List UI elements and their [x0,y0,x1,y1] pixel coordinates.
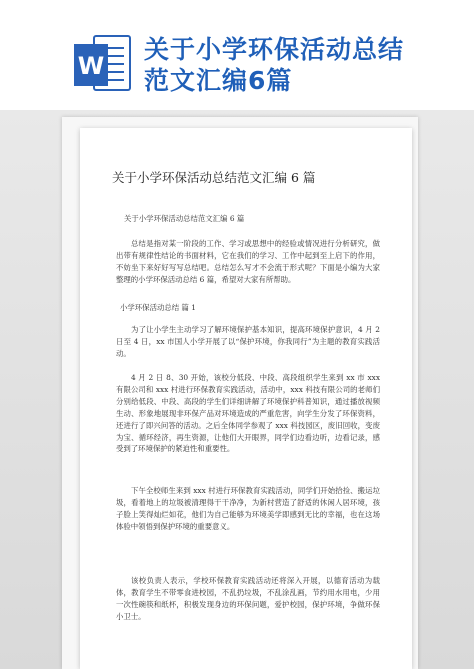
header-title [144,34,444,96]
body-paragraph-3: 下午全校师生来到 xxx 村进行环保教育实践活动，同学们开始拾捡、搬运垃圾，看着地上的垃圾被清理得干干净净，为新村营造了舒适的休闲人居环境，孩子脸上笑得灿烂如花，他们为自己能够为环境美学即感到无比的幸福，也在这场体验中领悟到保护环境的重要意义。 [116,486,380,531]
body-paragraph-4: 该校负责人表示，学校环保教育实践活动还将深入开展，以德育活动为载体，教育学生不带零食进校园，不乱扔垃圾，不乱涂乱画，节约用水用电，少用一次性碗筷和纸杯，积极发现身边的环保问题，爱护校园，保护环境，争做环保小卫士。 [116,576,380,621]
document-subtitle: 关于小学环保活动总结范文汇编 6 篇 [124,214,245,223]
logo-letter: W [77,52,105,80]
document-page [80,128,412,669]
document-title: 关于小学环保活动总结范文汇编 6 篇 [112,170,316,185]
header-title-line1: 关于小学环保活动总结 [144,35,405,64]
header-title-line2: 范文汇编6篇 [144,66,293,95]
section-heading: 小学环保活动总结 篇 1 [120,303,196,312]
intro-paragraph: 总结是指对某一阶段的工作、学习或思想中的经验或情况进行分析研究，做出带有规律性结论的书面材料，它在我们的学习、工作中起到至上启下的作用，不妨坐下来好好写写总结吧。总结怎么写才不会流于形式呢？下面是小编为大家整理的小学环保活动总结 6 篇，希望对大家有所帮助。 [116,239,380,284]
body-paragraph-2: 4 月 2 日 8、30 开始，该校分低段、中段、高段组织学生来到 xx 市 xxx 有限公司和 xxx 村进行环保教育实践活动，活动中，xxx 科技有限公司的老师们分别给低段、中段、高段的学生们详细讲解了环境保护科普知识，通过播放视频生动、形象地展现非环保产品对环境造成的严重危害，向学生分发了环保资料，还进行了即兴问答的活动。之后全体同学参观了 xxx 科技园区，废旧回收，变废为宝、循环经济，再生资源，让他们大开眼界，同学们边看边听，边看记录，感受到了环境保护的紧迫性和重要性。 [116,373,380,454]
word-document-icon [72,34,132,96]
header-banner [0,0,474,110]
body-paragraph-1: 为了让小学生主动学习了解环境保护基本知识，提高环境保护意识，4 月 2 日至 4 日，xx 市国人小学开展了以“保护环境，你我同行”为主题的教育实践活动。 [116,325,380,358]
